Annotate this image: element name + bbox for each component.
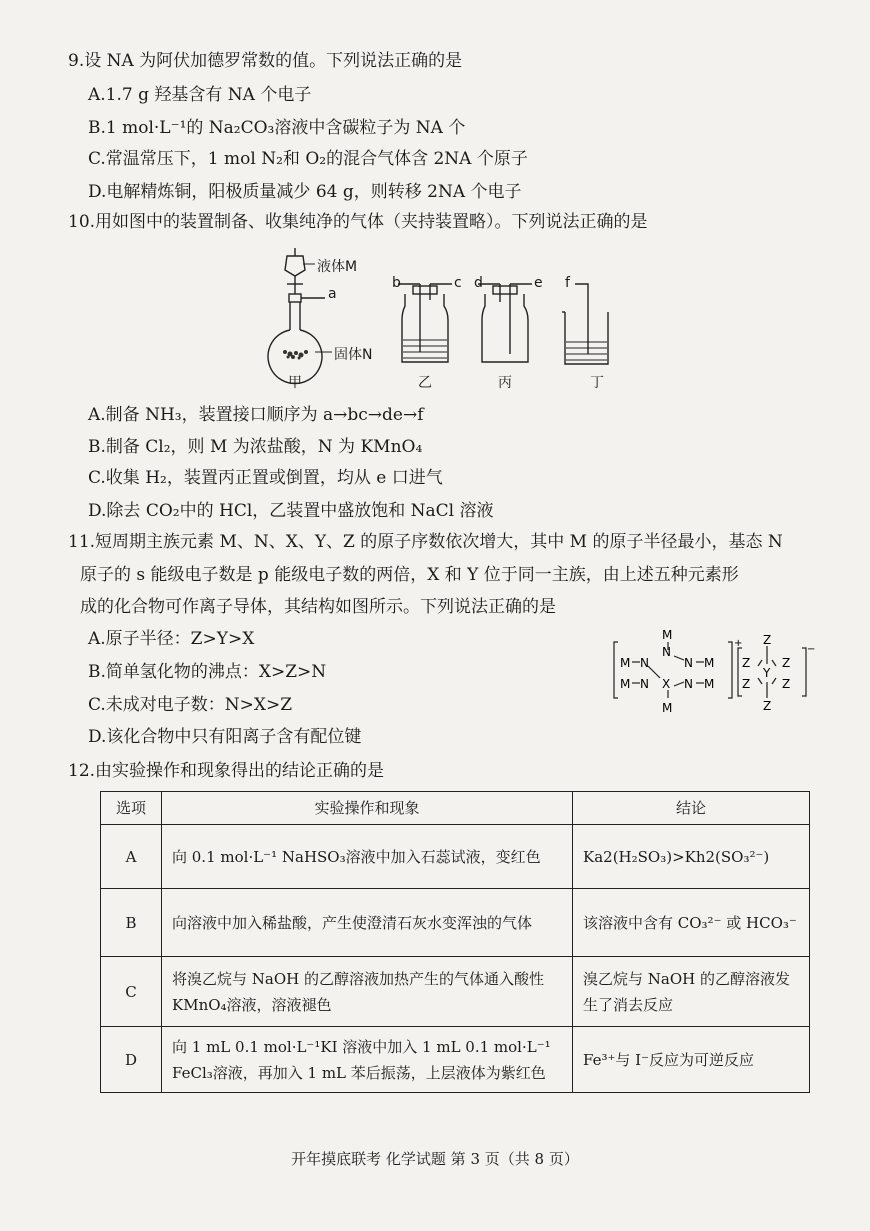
label-yi: 乙: [418, 375, 432, 391]
label-port-d: d: [474, 275, 483, 291]
q11-stem-line3: 成的化合物可作离子导体，其结构如图所示。下列说法正确的是: [80, 597, 556, 617]
q12-table: [100, 791, 810, 1093]
struct-minus: −: [807, 644, 816, 655]
table-row: [101, 1027, 810, 1093]
q11-stem-line1: 11.短周期主族元素 M、N、X、Y、Z 的原子序数依次增大，其中 M 的原子半径最小，基态 N: [68, 532, 783, 552]
struct-n-right2: N: [684, 677, 693, 691]
row-operation: 向 0.1 mol·L⁻¹ NaHSO₃溶液中加入石蕊试液，变红色: [162, 825, 573, 889]
struct-z-bottom: Z: [763, 699, 772, 713]
ionic-structure-diagram: [612, 626, 816, 718]
q9-option-c: C.常温常压下，1 mol N₂和 O₂的混合气体含 2NA 个原子: [88, 149, 528, 169]
struct-n-left1: N: [640, 656, 649, 670]
label-jia: 甲: [288, 375, 302, 391]
q9-option-b: B.1 mol·L⁻¹的 Na₂CO₃溶液中含碳粒子为 NA 个: [88, 118, 466, 138]
q10-option-b: B.制备 Cl₂，则 M 为浓盐酸，N 为 KMnO₄: [88, 437, 423, 457]
row-conclusion: 溴乙烷与 NaOH 的乙醇溶液发生了消去反应: [573, 957, 810, 1027]
row-operation: 向 1 mL 0.1 mol·L⁻¹KI 溶液中加入 1 mL 0.1 mol·L⁻¹ FeCl₃溶液，再加入 1 mL 苯后振荡，上层液体为紫红色: [162, 1027, 573, 1093]
struct-m-left2: M: [620, 677, 631, 691]
row-key: B: [101, 889, 162, 957]
q11-option-c: C.未成对电子数：N>X>Z: [88, 695, 293, 715]
q10-stem: 10.用如图中的装置制备、收集纯净的气体（夹持装置略）。下列说法正确的是: [68, 212, 648, 232]
q11-option-d: D.该化合物中只有阳离子含有配位键: [88, 727, 362, 747]
q12-stem: 12.由实验操作和现象得出的结论正确的是: [68, 761, 385, 781]
row-conclusion: 该溶液中含有 CO₃²⁻ 或 HCO₃⁻: [573, 889, 810, 957]
q11-option-b: B.简单氢化物的沸点：X>Z>N: [88, 662, 327, 682]
label-ding: 丁: [590, 375, 604, 391]
row-key: C: [101, 957, 162, 1027]
q11-stem-line2: 原子的 s 能级电子数是 p 能级电子数的两倍，X 和 Y 位于同一主族，由上述五种元素形: [80, 565, 739, 585]
row-key: D: [101, 1027, 162, 1093]
q10-option-a: A.制备 NH₃，装置接口顺序为 a→bc→de→f: [88, 405, 424, 425]
struct-m-bottom: M: [662, 701, 673, 715]
q10-option-c: C.收集 H₂，装置丙正置或倒置，均从 e 口进气: [88, 468, 443, 488]
row-operation: 向溶液中加入稀盐酸，产生使澄清石灰水变浑浊的气体: [162, 889, 573, 957]
struct-z-right2: Z: [782, 677, 791, 691]
header-operation: 实验操作和现象: [162, 792, 573, 825]
struct-n-right1: N: [684, 656, 693, 670]
struct-z-right1: Z: [782, 656, 791, 670]
struct-x: X: [662, 677, 671, 691]
row-conclusion: Fe³⁺与 I⁻反应为可逆反应: [573, 1027, 810, 1093]
row-key: A: [101, 825, 162, 889]
row-operation: 将溴乙烷与 NaOH 的乙醇溶液加热产生的气体通入酸性 KMnO₄溶液，溶液褪色: [162, 957, 573, 1027]
label-port-c: c: [454, 275, 462, 291]
struct-m-left1: M: [620, 656, 631, 670]
label-port-e: e: [534, 275, 543, 291]
q11-option-a: A.原子半径：Z>Y>X: [88, 629, 255, 649]
q9-stem: 9.设 NA 为阿伏加德罗常数的值。下列说法正确的是: [68, 51, 463, 71]
table-row: [101, 957, 810, 1027]
struct-plus: +: [734, 638, 743, 649]
label-solid-n: 固体N: [334, 347, 373, 363]
struct-y: Y: [763, 666, 771, 680]
label-port-b: b: [392, 275, 401, 291]
struct-z-left2: Z: [742, 677, 751, 691]
struct-m-right1: M: [704, 656, 715, 670]
label-port-f: f: [565, 275, 570, 291]
table-row: [101, 825, 810, 889]
struct-z-left1: Z: [742, 656, 751, 670]
struct-n-left2: N: [640, 677, 649, 691]
q10-option-d: D.除去 CO₂中的 HCl，乙装置中盛放饱和 NaCl 溶液: [88, 501, 494, 521]
struct-z-top: Z: [763, 633, 772, 647]
page-footer: 开年摸底联考 化学试题 第 3 页（共 8 页）: [291, 1150, 579, 1168]
struct-m-right2: M: [704, 677, 715, 691]
label-bing: 丙: [498, 375, 512, 391]
row-conclusion: Ka2(H₂SO₃)>Kh2(SO₃²⁻): [573, 825, 810, 889]
table-header-row: [101, 792, 810, 825]
struct-m-top: M: [662, 628, 673, 642]
label-liquid-m: 液体M: [317, 259, 358, 275]
table-row: [101, 889, 810, 957]
header-option: 选项: [101, 792, 162, 825]
struct-n-top: N: [662, 645, 671, 659]
header-conclusion: 结论: [573, 792, 810, 825]
q9-option-d: D.电解精炼铜，阳极质量减少 64 g，则转移 2NA 个电子: [88, 182, 522, 202]
label-port-a: a: [328, 286, 337, 302]
q9-option-a: A.1.7 g 羟基含有 NA 个电子: [88, 85, 312, 105]
